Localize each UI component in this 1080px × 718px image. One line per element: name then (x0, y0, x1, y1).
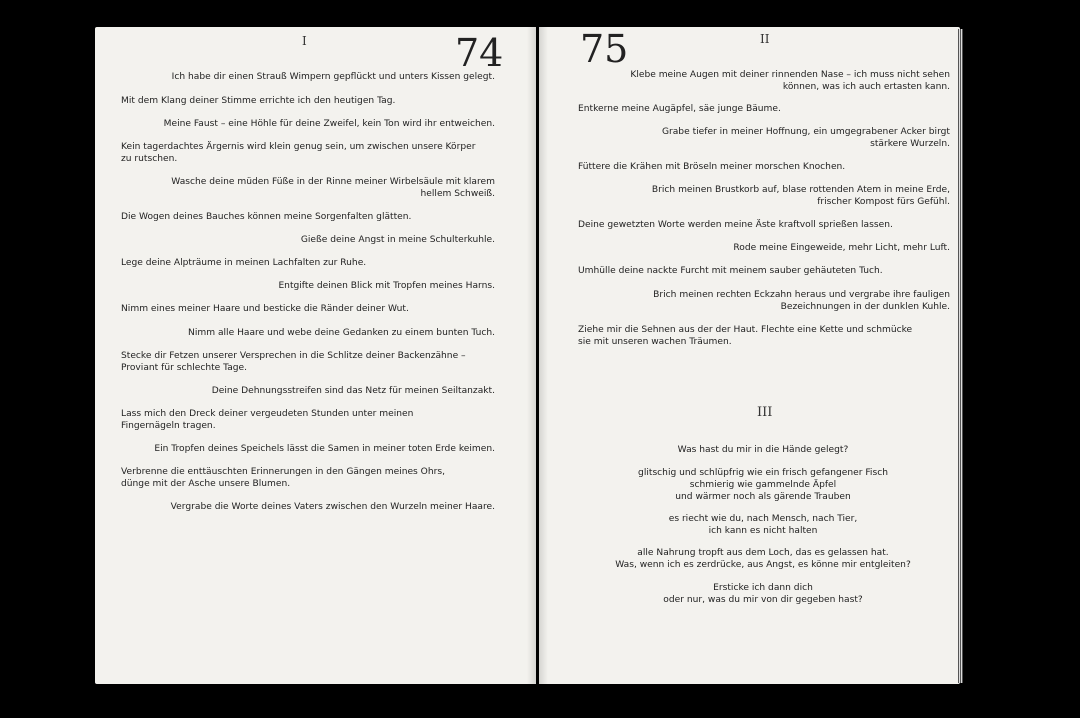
text-line: Entgifte deinen Blick mit Tropfen meines Harns. (278, 281, 495, 291)
text-line: Lass mich den Dreck deiner vergeudeten Stunden unter meinen Fingernägeln tragen. (121, 409, 414, 431)
text-line: Ziehe mir die Sehnen aus der der Haut. Flechte eine Kette und schmücke sie mit unseren wachen Träumen. (578, 325, 913, 347)
text-line: Umhülle deine nackte Furcht mit meinem sauber gehäuteten Tuch. (578, 266, 883, 276)
text-line: Verbrenne die enttäuschten Erinnerungen in den Gängen meines Ohrs, dünge mit der Asche unsere Blumen. (121, 467, 445, 489)
page-number-right: 75 (580, 27, 629, 71)
poem-stanza: es riecht wie du, nach Mensch, nach Tier, ich kann es nicht halten (668, 514, 858, 536)
text-line: Nimm eines meiner Haare und besticke die Ränder deiner Wut. (121, 304, 409, 314)
poem-stanza: Was hast du mir in die Hände gelegt? (677, 445, 849, 455)
section-heading-3: III (757, 405, 773, 420)
text-line: Füttere die Krähen mit Bröseln meiner morschen Knochen. (578, 162, 846, 172)
poem-stanza: glitschig und schlüpfrig wie ein frisch gefangener Fisch schmierig wie gammelnde Äpfel und wärmer noch als gärende Trauben (638, 468, 888, 502)
text-line: Stecke dir Fetzen unserer Versprechen in die Schlitze deiner Backenzähne – Proviant für schlechte Tage. (121, 351, 466, 373)
text-line: Deine gewetzten Worte werden meine Äste kraftvoll sprießen lassen. (578, 220, 893, 230)
poem-stanza: Ersticke ich dann dich oder nur, was du mir von dir gegeben hast? (663, 583, 863, 605)
text-line: Gieße deine Angst in meine Schulterkuhle. (300, 235, 495, 245)
text-line: Mit dem Klang deiner Stimme errichte ich den heutigen Tag. (121, 96, 396, 106)
spine-shadow-right (539, 27, 548, 684)
text-line: Wasche deine müden Füße in der Rinne meiner Wirbelsäule mit klarem hellem Schweiß. (171, 177, 495, 199)
text-line: Lege deine Alpträume in meinen Lachfalten zur Ruhe. (121, 258, 367, 268)
page-number-left: 74 (455, 31, 504, 75)
spine-shadow-left (527, 27, 536, 684)
text-line: Grabe tiefer in meiner Hoffnung, ein umgegrabener Acker birgt stärkere Wurzeln. (661, 127, 950, 149)
text-line: Die Wogen deines Bauches können meine Sorgenfalten glätten. (121, 212, 412, 222)
text-line: Klebe meine Augen mit deiner rinnenden Nase – ich muss nicht sehen können, was ich auch ertasten kann. (630, 70, 950, 92)
text-line: Brich meinen rechten Eckzahn heraus und vergrabe ihre fauligen Bezeichnungen in der dunklen Kuhle. (653, 290, 950, 312)
poem-stanza: alle Nahrung tropft aus dem Loch, das es gelassen hat. Was, wenn ich es zerdrücke, aus Angst, es könne mir entgleiten? (615, 548, 911, 570)
text-line: Ich habe dir einen Strauß Wimpern gepflückt und unters Kissen gelegt. (171, 72, 495, 82)
text-line: Vergrabe die Worte deines Vaters zwischen den Wurzeln meiner Haare. (170, 502, 495, 512)
text-line: Entkerne meine Augäpfel, säe junge Bäume. (578, 104, 781, 114)
text-line: Meine Faust – eine Höhle für deine Zweifel, kein Ton wird ihr entweichen. (163, 119, 495, 129)
section-heading-2: II (760, 32, 770, 46)
text-line: Ein Tropfen deines Speichels lässt die Samen in meiner toten Erde keimen. (154, 444, 495, 454)
text-line: Kein tagerdachtes Ärgernis wird klein genug sein, um zwischen unsere Körper zu rutschen. (121, 142, 476, 164)
text-line: Nimm alle Haare und webe deine Gedanken zu einem bunten Tuch. (188, 328, 495, 338)
text-line: Rode meine Eingeweide, mehr Licht, mehr Luft. (733, 243, 950, 253)
text-line: Deine Dehnungsstreifen sind das Netz für meinen Seiltanzakt. (211, 386, 495, 396)
text-line: Brich meinen Brustkorb auf, blase rottenden Atem in meine Erde, frischer Kompost fürs Gefühl. (651, 185, 950, 207)
section-heading-1: I (302, 34, 307, 48)
